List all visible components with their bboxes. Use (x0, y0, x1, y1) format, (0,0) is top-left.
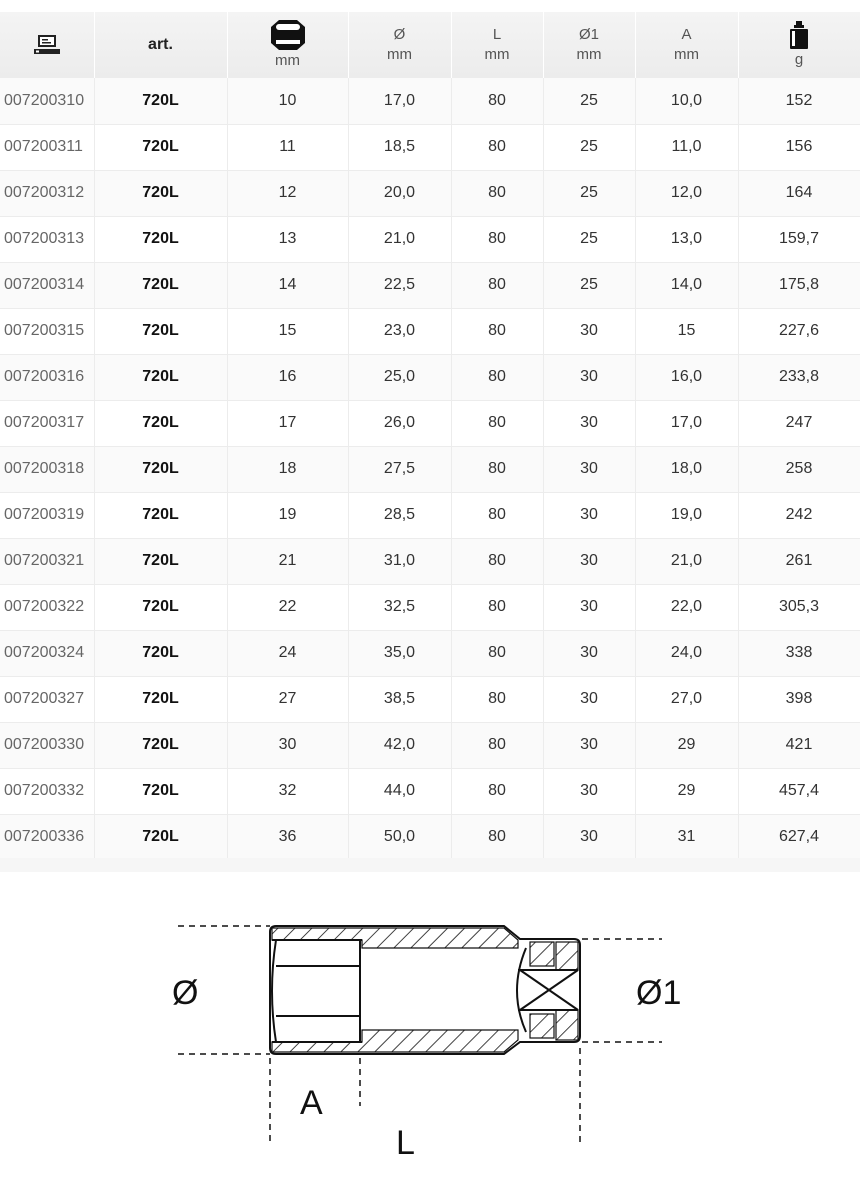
cell-art: 720L (94, 262, 227, 308)
cell-weight: 152 (738, 78, 860, 124)
cell-weight: 261 (738, 538, 860, 584)
table-row (0, 216, 860, 262)
cell-d1: 30 (543, 676, 635, 722)
cell-size: 30 (227, 722, 348, 768)
cell-diameter: 18,5 (348, 124, 451, 170)
cell-code: 007200330 (0, 722, 94, 768)
cell-code: 007200332 (0, 768, 94, 814)
header-art: art. (94, 12, 227, 78)
header-length (451, 12, 543, 78)
header-weight-unit: g (794, 51, 804, 68)
cell-art: 720L (94, 814, 227, 860)
cell-length: 80 (451, 538, 543, 584)
cell-d1: 25 (543, 124, 635, 170)
cell-size: 21 (227, 538, 348, 584)
cell-size: 11 (227, 124, 348, 170)
cell-art: 720L (94, 446, 227, 492)
cell-length: 80 (451, 446, 543, 492)
cell-art: 720L (94, 216, 227, 262)
cell-a: 19,0 (635, 492, 738, 538)
header-diameter-label: Ø (393, 26, 406, 43)
cell-weight: 398 (738, 676, 860, 722)
cell-a: 12,0 (635, 170, 738, 216)
table-row (0, 768, 860, 814)
cell-code: 007200319 (0, 492, 94, 538)
cell-a: 11,0 (635, 124, 738, 170)
cell-art: 720L (94, 492, 227, 538)
cell-weight: 305,3 (738, 584, 860, 630)
cell-length: 80 (451, 216, 543, 262)
cell-code: 007200314 (0, 262, 94, 308)
table-body (0, 78, 860, 860)
cell-art: 720L (94, 768, 227, 814)
cell-a: 15 (635, 308, 738, 354)
cell-diameter: 26,0 (348, 400, 451, 446)
cell-a: 22,0 (635, 584, 738, 630)
cell-diameter: 42,0 (348, 722, 451, 768)
cell-code: 007200317 (0, 400, 94, 446)
cell-size: 27 (227, 676, 348, 722)
cell-d1: 30 (543, 814, 635, 860)
cell-code: 007200313 (0, 216, 94, 262)
cell-art: 720L (94, 354, 227, 400)
cell-diameter: 38,5 (348, 676, 451, 722)
cell-d1: 25 (543, 170, 635, 216)
socket-diagram (0, 900, 860, 1180)
cell-art: 720L (94, 722, 227, 768)
cell-d1: 30 (543, 538, 635, 584)
cell-code: 007200327 (0, 676, 94, 722)
cell-a: 24,0 (635, 630, 738, 676)
cell-a: 31 (635, 814, 738, 860)
cell-size: 14 (227, 262, 348, 308)
header-d1-label: Ø1 (578, 26, 599, 43)
cell-length: 80 (451, 354, 543, 400)
cell-a: 16,0 (635, 354, 738, 400)
cell-a: 13,0 (635, 216, 738, 262)
cell-code: 007200311 (0, 124, 94, 170)
cell-d1: 25 (543, 262, 635, 308)
cell-size: 24 (227, 630, 348, 676)
cell-d1: 30 (543, 768, 635, 814)
cell-art: 720L (94, 170, 227, 216)
cell-a: 14,0 (635, 262, 738, 308)
table-row (0, 722, 860, 768)
cell-length: 80 (451, 722, 543, 768)
cell-weight: 421 (738, 722, 860, 768)
table-row (0, 400, 860, 446)
weight-icon (787, 20, 811, 50)
cell-size: 13 (227, 216, 348, 262)
table-row (0, 170, 860, 216)
header-length-unit: mm (484, 46, 510, 63)
cell-code: 007200336 (0, 814, 94, 860)
cell-length: 80 (451, 768, 543, 814)
hex-nut-icon (268, 19, 308, 51)
cell-length: 80 (451, 170, 543, 216)
cell-weight: 175,8 (738, 262, 860, 308)
cell-a: 17,0 (635, 400, 738, 446)
cell-diameter: 17,0 (348, 78, 451, 124)
table-row (0, 538, 860, 584)
header-nut-unit: mm (275, 52, 300, 69)
cell-weight: 242 (738, 492, 860, 538)
table-row (0, 354, 860, 400)
cell-diameter: 35,0 (348, 630, 451, 676)
cell-art: 720L (94, 78, 227, 124)
table-row (0, 308, 860, 354)
cell-code: 007200324 (0, 630, 94, 676)
label-diameter: Ø (172, 974, 199, 1012)
cell-d1: 25 (543, 78, 635, 124)
cell-length: 80 (451, 492, 543, 538)
cell-length: 80 (451, 308, 543, 354)
cell-a: 29 (635, 768, 738, 814)
cell-d1: 25 (543, 216, 635, 262)
cell-size: 36 (227, 814, 348, 860)
table-row (0, 262, 860, 308)
table-row (0, 124, 860, 170)
cell-diameter: 25,0 (348, 354, 451, 400)
label-l: L (396, 1124, 415, 1162)
header-code (0, 12, 94, 78)
cell-length: 80 (451, 630, 543, 676)
cell-a: 10,0 (635, 78, 738, 124)
table-row (0, 492, 860, 538)
cell-d1: 30 (543, 722, 635, 768)
cell-a: 29 (635, 722, 738, 768)
cell-size: 32 (227, 768, 348, 814)
table-row (0, 584, 860, 630)
cell-d1: 30 (543, 446, 635, 492)
cell-diameter: 32,5 (348, 584, 451, 630)
cell-d1: 30 (543, 492, 635, 538)
cell-length: 80 (451, 78, 543, 124)
cell-length: 80 (451, 814, 543, 860)
cell-diameter: 27,5 (348, 446, 451, 492)
table-row (0, 676, 860, 722)
header-a-label: A (681, 26, 692, 43)
cell-weight: 156 (738, 124, 860, 170)
cell-code: 007200318 (0, 446, 94, 492)
cell-diameter: 21,0 (348, 216, 451, 262)
table-header-row (0, 12, 860, 78)
table-row (0, 78, 860, 124)
header-diameter (348, 12, 451, 78)
cell-d1: 30 (543, 354, 635, 400)
header-a (635, 12, 738, 78)
cell-code: 007200316 (0, 354, 94, 400)
header-weight (738, 12, 860, 78)
cell-size: 12 (227, 170, 348, 216)
cell-code: 007200310 (0, 78, 94, 124)
table-row (0, 814, 860, 860)
cell-d1: 30 (543, 630, 635, 676)
cell-size: 18 (227, 446, 348, 492)
cell-diameter: 23,0 (348, 308, 451, 354)
cell-weight: 457,4 (738, 768, 860, 814)
header-d1 (543, 12, 635, 78)
cell-size: 19 (227, 492, 348, 538)
cell-code: 007200322 (0, 584, 94, 630)
cell-size: 16 (227, 354, 348, 400)
cell-art: 720L (94, 630, 227, 676)
table-row (0, 630, 860, 676)
cell-weight: 227,6 (738, 308, 860, 354)
cell-size: 22 (227, 584, 348, 630)
table-row (0, 446, 860, 492)
cell-a: 21,0 (635, 538, 738, 584)
header-length-label: L (492, 26, 502, 43)
header-d1-unit: mm (576, 46, 602, 63)
cell-code: 007200321 (0, 538, 94, 584)
cell-art: 720L (94, 538, 227, 584)
cell-diameter: 50,0 (348, 814, 451, 860)
spec-table-container (0, 12, 860, 861)
cell-diameter: 20,0 (348, 170, 451, 216)
label-a: A (300, 1084, 323, 1122)
socket-outline (178, 926, 662, 1146)
cell-length: 80 (451, 584, 543, 630)
cell-weight: 247 (738, 400, 860, 446)
cell-weight: 627,4 (738, 814, 860, 860)
header-nut (227, 12, 348, 78)
cell-diameter: 31,0 (348, 538, 451, 584)
computer-icon (32, 33, 62, 57)
cell-code: 007200315 (0, 308, 94, 354)
cell-weight: 164 (738, 170, 860, 216)
cell-art: 720L (94, 124, 227, 170)
cell-weight: 233,8 (738, 354, 860, 400)
cell-length: 80 (451, 676, 543, 722)
cell-length: 80 (451, 124, 543, 170)
cell-art: 720L (94, 308, 227, 354)
header-diameter-unit: mm (387, 46, 412, 63)
cell-size: 17 (227, 400, 348, 446)
cell-d1: 30 (543, 400, 635, 446)
cell-d1: 30 (543, 584, 635, 630)
cell-art: 720L (94, 676, 227, 722)
cell-art: 720L (94, 400, 227, 446)
cell-art: 720L (94, 584, 227, 630)
cell-length: 80 (451, 262, 543, 308)
cell-weight: 338 (738, 630, 860, 676)
cell-code: 007200312 (0, 170, 94, 216)
cell-diameter: 28,5 (348, 492, 451, 538)
cell-diameter: 44,0 (348, 768, 451, 814)
header-a-unit: mm (674, 46, 699, 63)
cell-d1: 30 (543, 308, 635, 354)
cell-a: 18,0 (635, 446, 738, 492)
cell-size: 15 (227, 308, 348, 354)
cell-diameter: 22,5 (348, 262, 451, 308)
cell-size: 10 (227, 78, 348, 124)
cell-a: 27,0 (635, 676, 738, 722)
label-d1: Ø1 (636, 974, 682, 1012)
cell-length: 80 (451, 400, 543, 446)
cell-weight: 159,7 (738, 216, 860, 262)
spec-table (0, 12, 860, 861)
cell-weight: 258 (738, 446, 860, 492)
table-footer-band (0, 858, 860, 872)
